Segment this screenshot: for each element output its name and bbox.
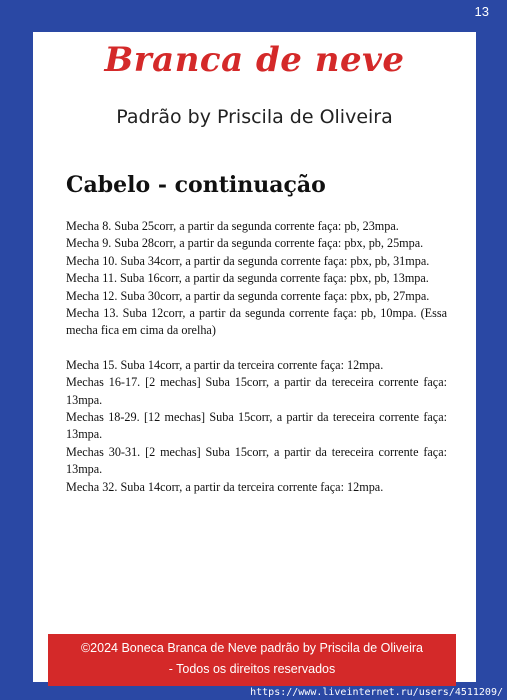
instruction-paragraph: Mechas 16-17. [2 mechas] Suba 15corr, a partir da tereceira corrente faça: 13mpa. (66, 375, 447, 407)
paragraph-spacer (66, 340, 447, 357)
instruction-paragraph: Mecha 12. Suba 30corr, a partir da segunda corrente faça: pbx, pb, 27mpa. (66, 288, 430, 303)
instruction-paragraph: Mecha 32. Suba 14corr, a partir da terceira corrente faça: 12mpa. (66, 479, 384, 494)
instruction-paragraph: Mecha 8. Suba 25corr, a partir da segunda corrente faça: pb, 23mpa. (66, 219, 399, 233)
source-watermark: https://www.liveinternet.ru/users/4511209/ (250, 687, 503, 698)
instruction-paragraph: Mechas 30-31. [2 mechas] Suba 15corr, a partir da tereceira corrente faça: 13mpa. (66, 444, 447, 477)
instruction-paragraph: Mechas 18-29. [12 mechas] Suba 15corr, a partir da tereceira corrente faça: 13mpa. (66, 410, 447, 442)
instructions-body (66, 218, 447, 496)
copyright-footer (48, 634, 456, 686)
document-page (33, 32, 476, 682)
instruction-paragraph: Mecha 11. Suba 16corr, a partir da segunda corrente faça: pbx, pb, 13mpa. (66, 271, 429, 286)
instruction-paragraph: Mecha 13. Suba 12corr, a partir da segunda corrente faça: pb, 10mpa. (Essa mecha fica em cima da orelha) (66, 306, 447, 338)
rights-line: - Todos os direitos reservados (168, 662, 336, 676)
page-number: 13 (474, 4, 489, 19)
instruction-paragraph: Mecha 9. Suba 28corr, a partir da segunda corrente faça: pbx, pb, 25mpa. (66, 236, 424, 251)
copyright-line: ©2024 Boneca Branca de Neve padrão by Priscila de Oliveira (80, 641, 424, 655)
section-heading: Cabelo - continuação (66, 172, 326, 198)
instruction-paragraph: Mecha 10. Suba 34corr, a partir da segunda corrente faça: pbx, pb, 31mpa. (66, 253, 430, 268)
page-subtitle: Padrão by Priscila de Oliveira (116, 106, 393, 128)
page-title: Branca de neve (104, 40, 405, 80)
instruction-paragraph: Mecha 15. Suba 14corr, a partir da terceira corrente faça: 12mpa. (66, 357, 384, 372)
